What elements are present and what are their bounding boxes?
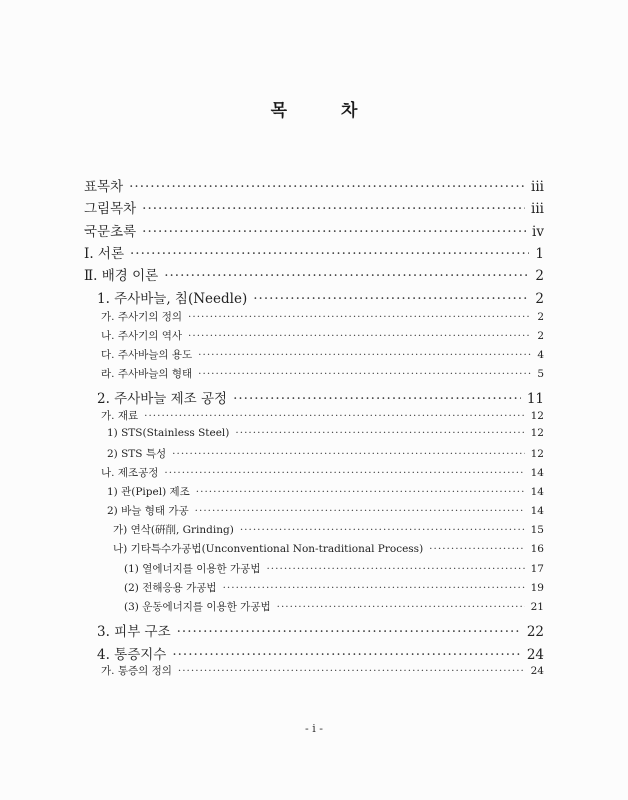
toc-entry-label: 나. 주사기의 역사 [101,330,183,342]
toc-entry[interactable] [84,264,544,284]
toc-entry-label: 가. 주사기의 정의 [101,311,183,323]
toc-entry-page: 2 [537,311,544,323]
dot-leader [164,268,529,284]
toc-entry-label: 2) 바늘 형태 가공 [107,505,189,517]
toc-entry-page: 19 [530,582,544,594]
dot-leader [188,311,531,323]
dot-leader [188,330,531,342]
toc-entry-page: 24 [530,665,544,677]
toc-entry-label: 나. 제조공정 [101,467,159,479]
toc-entry[interactable] [124,599,544,614]
toc-entry[interactable] [97,643,544,663]
dot-leader [266,563,524,575]
toc-entry[interactable] [101,663,544,678]
toc-entry-page: 12 [530,448,544,460]
toc-entry-label: 2. 주사바늘 제조 공정 [97,391,228,407]
toc-entry-page: 14 [530,505,544,517]
toc-entry[interactable] [101,309,544,324]
dot-leader [233,391,521,407]
toc-entry-label: Ⅰ. 서론 [84,246,124,262]
dot-leader [223,582,525,594]
toc-entry-label: 나) 기타특수가공법(Unconventional Non-traditional Process) [113,543,424,555]
dot-leader [429,543,524,555]
dot-leader [198,368,531,380]
toc-entry[interactable] [84,175,544,195]
toc-entry-label: 국문초록 [84,224,137,240]
toc-entry-page: 17 [530,563,544,575]
toc-entry-page: 11 [526,391,544,407]
toc-entry-label: 1) 관(Pipel) 제조 [107,486,190,498]
toc-entry-label: 가. 재료 [101,410,139,422]
toc-entry-page: 2 [535,268,544,284]
toc-entry[interactable] [107,446,544,461]
dot-leader [277,601,525,613]
toc-entry-label: 표목차 [84,179,124,195]
dot-leader [235,427,524,439]
toc-entry-page: 14 [530,467,544,479]
toc-entry[interactable] [113,522,544,537]
dot-leader [130,246,529,262]
toc-entry-label: (3) 운동에너지를 이용한 가공법 [124,601,271,613]
toc-entry-page: 2 [535,291,544,307]
dot-leader [196,486,525,498]
toc-entry[interactable] [101,347,544,362]
toc-entry[interactable] [84,242,544,262]
dot-leader [129,179,525,195]
toc-entry-label: 가. 통증의 정의 [101,665,172,677]
dot-leader [172,647,520,663]
toc-entry-label: 가) 연삭(硏削, Grinding) [113,524,234,536]
toc-entry-label: 4. 통증지수 [97,647,167,663]
toc-entry-label: 1. 주사바늘, 침(Needle) [97,291,248,307]
dot-leader [177,624,521,640]
toc-entry[interactable] [101,366,544,381]
dot-leader [198,349,531,361]
toc-entry-label: 다. 주사바늘의 용도 [101,349,193,361]
toc-entry[interactable] [84,197,544,217]
toc-entry[interactable] [107,427,544,439]
toc-entry[interactable] [97,620,544,640]
toc-entry-page: 1 [535,246,544,262]
toc-entry-page: 15 [530,524,544,536]
toc-entry-label: 3. 피부 구조 [97,624,171,640]
toc-entry[interactable] [101,328,544,343]
toc-entry-page: 24 [526,647,544,663]
dot-leader [178,665,525,677]
toc-entry-page: 4 [537,349,544,361]
toc-entry-page: 12 [530,410,544,422]
toc-entry[interactable] [101,465,544,480]
dot-leader [142,201,525,217]
toc-entry-label: 라. 주사바늘의 형태 [101,368,193,380]
toc-entry-page: 22 [526,624,544,640]
toc-entry-page: iv [532,224,544,240]
toc-entry-label: 1) STS(Stainless Steel) [107,427,230,439]
toc-entry[interactable] [124,561,544,576]
toc-entry-page: 5 [537,368,544,380]
toc-entry-label: (1) 열에너지를 이용한 가공법 [124,563,261,575]
toc-entry-page: 16 [530,543,544,555]
dot-leader [240,524,525,536]
toc-entry[interactable] [113,541,544,556]
toc-entry[interactable] [84,220,544,240]
toc-entry-page: 21 [530,601,544,613]
toc-entry-page: 14 [530,486,544,498]
toc-entry-page: 2 [537,330,544,342]
toc-entry[interactable] [97,287,544,307]
dot-leader [195,505,525,517]
toc-entry-label: 2) STS 특성 [107,448,167,460]
toc-entry-label: 그림목차 [84,201,137,217]
toc-entry-label: Ⅱ. 배경 이론 [84,268,159,284]
dot-leader [253,291,529,307]
toc-entry[interactable] [124,580,544,595]
dot-leader [144,410,525,422]
toc-entry[interactable] [101,408,544,423]
dot-leader [164,467,524,479]
toc-entry-page: iii [531,201,544,217]
page-title: 목 차 [270,101,382,121]
dot-leader [172,448,524,460]
toc-entry-page: 12 [530,427,544,439]
toc-entry-label: (2) 전해응용 가공법 [124,582,217,594]
dot-leader [142,224,526,240]
toc-entry[interactable] [97,387,544,407]
page-number: - i - [305,722,323,735]
toc-entry-page: iii [531,179,544,195]
toc-entry[interactable] [107,503,544,518]
toc-entry[interactable] [107,484,544,499]
